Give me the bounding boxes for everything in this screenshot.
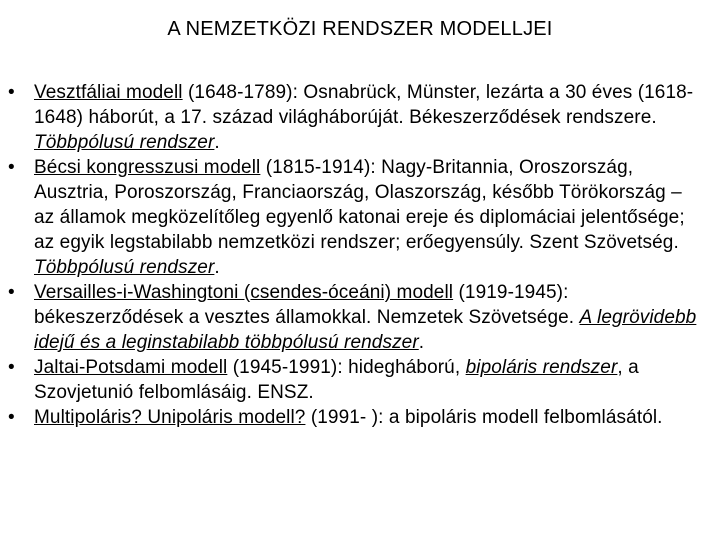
list-item [0,80,720,155]
model-name: Versailles-i-Washingtoni (csendes-óceáni) modell [34,282,454,303]
model-tail: . [214,257,220,278]
model-emphasis: bipoláris rendszer [465,357,618,378]
bullet-icon: • [8,157,15,178]
model-description: (1919-1945): békeszerződések a vesztes államokkal. Nemzetek Szövetsége. [34,282,580,328]
model-name: Multipoláris? Unipoláris modell? [34,407,306,428]
model-emphasis: Többpólusú rendszer [34,257,215,278]
model-description: (1815-1914): Nagy-Britannia, Oroszország, Ausztria, Poroszország, Franciaország, Olaszország, később Törökország – az államok megközelítőleg egyenlő katonai ereje és diplomáciai jelentősége; az egyik legstabilabb nemzetközi rendszer; erőegyensúly. Szent Szövetség. [34,157,685,253]
list-item [0,155,720,280]
model-list [0,80,720,430]
model-description: (1991- ): a bipoláris modell felbomlásától. [305,407,663,428]
model-tail: , a Szovjetunió felbomlásáig. ENSZ. [34,357,639,403]
model-emphasis: Többpólusú rendszer [34,132,215,153]
list-item [0,405,720,430]
bullet-icon: • [8,282,15,303]
list-item [0,355,720,405]
model-description: (1945-1991): hidegháború, [227,357,466,378]
model-name: Vesztfáliai modell [34,82,183,103]
bullet-icon: • [8,82,15,103]
model-name: Bécsi kongresszusi modell [34,157,261,178]
bullet-icon: • [8,407,15,428]
model-tail: . [214,132,220,153]
model-name: Jaltai-Potsdami modell [34,357,228,378]
model-tail: . [418,332,425,353]
model-description: (1648-1789): Osnabrück, Münster, lezárta a 30 éves (1618-1648) háborút, a 17. század világháborúját. Békeszerződések rendszere. [34,82,694,128]
model-emphasis: A legrövidebb idejű és a leginstabilabb többpólusú rendszer [34,307,697,353]
page-title: A NEMZETKÖZI RENDSZER MODELLJEI [167,18,553,40]
list-item [0,280,720,355]
bullet-icon: • [8,357,15,378]
